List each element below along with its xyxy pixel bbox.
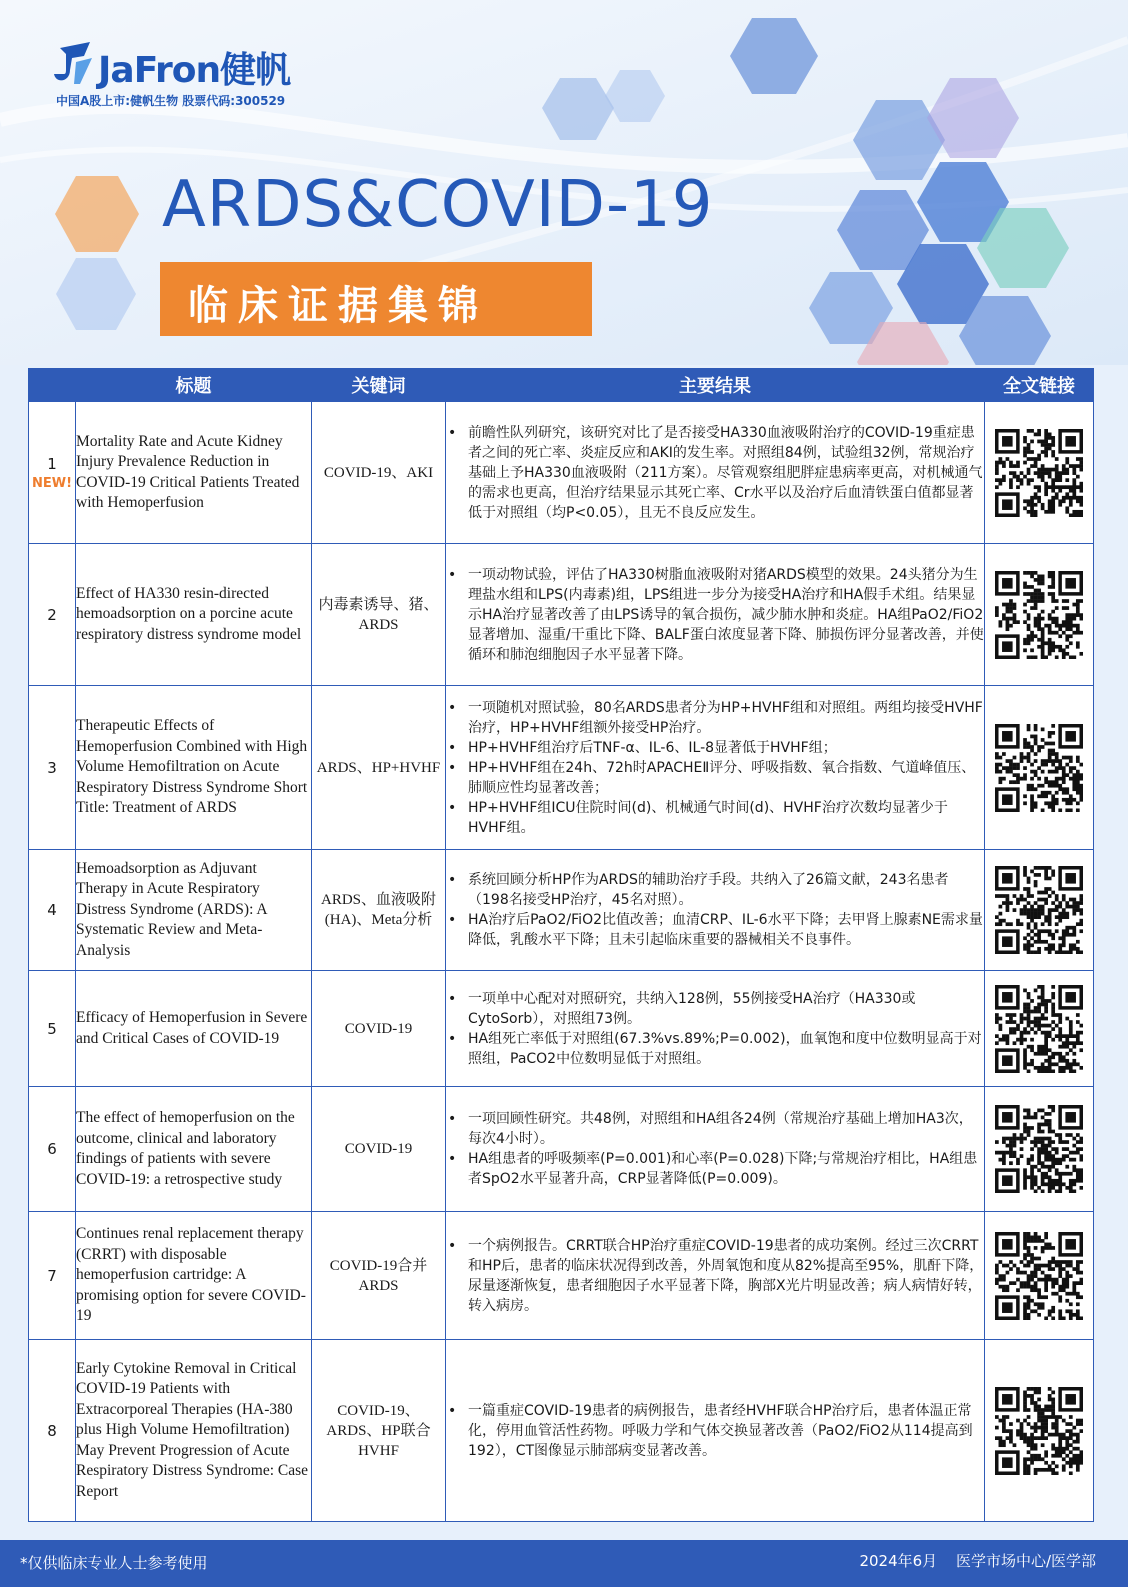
keywords: 内毒素诱导、猪、ARDS [312,544,446,686]
results [446,1212,985,1340]
table-row [29,850,1094,971]
paper-title: The effect of hemoperfusion on the outcome, clinical and laboratory findings of patients with severe COVID-19: a retrospective study [76,1087,312,1212]
qr-cell [985,971,1094,1087]
table-row [29,1212,1094,1340]
keywords: COVID-19合并ARDS [312,1212,446,1340]
row-number: 5 [29,971,76,1087]
row-number: 3 [29,686,76,850]
footer-info [845,1550,1096,1571]
paper-title: Therapeutic Effects of Hemoperfusion Combined with High Volume Hemofiltration on Acute Respiratory Distress Syndrome Short Title: Treatment of ARDS [76,686,312,850]
keywords: ARDS、血液吸附(HA)、Meta分析 [312,850,446,971]
evidence-table [28,368,1094,1522]
row-number: 4 [29,850,76,971]
result-item: • 一项单中心配对对照研究，共纳入128例，55例接受HA治疗（HA330或CytoSorb），对照组73例。 [446,989,984,1029]
table-row [29,971,1094,1087]
keywords: ARDS、HP+HVHF [312,686,446,850]
row-number-text: 1 [47,454,57,473]
logo-text: JaFron健帆 [98,50,291,91]
result-item: • 一项回顾性研究。共48例，对照组和HA组各24例（常规治疗基础上增加HA3次，每次4小时）。 [446,1109,984,1149]
results [446,402,985,544]
result-item: • 一项动物试验，评估了HA330树脂血液吸附对猪ARDS模型的效果。24头猪分为生理盐水组和LPS(内毒素)组，LPS组进一步分为接受HA治疗和HA假手术组。结果显示HA治疗显著改善了由LPS诱导的氧合损伤，减少肺水肿和炎症。HA组PaO2/FiO2显著增加、湿重/干重比下降、BALF蛋白浓度显著下降、肺损伤评分显著改善，并使循环和肺泡细胞因子水平显著下降。 [446,565,984,665]
row-number: 8 [29,1340,76,1522]
paper-title: Continues renal replacement therapy (CRRT) with disposable hemoperfusion cartridge: A promising option for severe COVID-19 [76,1212,312,1340]
table-row [29,1340,1094,1522]
row-number: 6 [29,1087,76,1212]
row-number [29,402,76,544]
header-title: 标题 [76,369,312,402]
qr-code-icon[interactable] [995,1232,1083,1320]
result-item: • 前瞻性队列研究，该研究对比了是否接受HA330血液吸附治疗的COVID-19重症患者之间的死亡率、炎症反应和AKI的发生率。对照组84例，试验组32例，常规治疗基础上予HA330血液吸附（211方案）。尽管观察组肥胖症患病率更高，对机械通气的需求也更高，但治疗结果显示其死亡率、Cr水平以及治疗后血清铁蛋白值都显著低于对照组（均P<0.05），且无不良反应发生。 [446,423,984,523]
row-number: 2 [29,544,76,686]
result-item: • HP+HVHF组ICU住院时间(d)、机械通气时间(d)、HVHF治疗次数均显著少于HVHF组。 [446,798,984,838]
paper-title: Early Cytokine Removal in Critical COVID-19 Patients with Extracorporeal Therapies (HA-380 plus High Volume Hemofiltration) May Prevent Progression of Acute Respiratory Distress Syndrome: Case Report [76,1340,312,1522]
keywords: COVID-19 [312,971,446,1087]
results [446,544,985,686]
jafron-logo-icon [50,40,100,90]
results [446,1087,985,1212]
results [446,686,985,850]
paper-title: Mortality Rate and Acute Kidney Injury Prevalence Reduction in COVID-19 Critical Patients Treated with Hemoperfusion [76,402,312,544]
paper-title: Effect of HA330 resin-directed hemoadsorption on a porcine acute respiratory distress syndrome model [76,544,312,686]
qr-cell [985,402,1094,544]
table-row [29,402,1094,544]
result-item: • 一项随机对照试验，80名ARDS患者分为HP+HVHF组和对照组。两组均接受HVHF治疗，HP+HVHF组额外接受HP治疗。 [446,698,984,738]
keywords: COVID-19 [312,1087,446,1212]
header-link: 全文链接 [985,369,1094,402]
banner-text: 临床证据集锦 [188,283,488,329]
result-item: • 系统回顾分析HP作为ARDS的辅助治疗手段。共纳入了26篇文献，243名患者（198名接受HP治疗，45名对照）。 [446,870,984,910]
qr-cell [985,1212,1094,1340]
qr-code-icon[interactable] [995,724,1083,812]
qr-code-icon[interactable] [995,1105,1083,1193]
stock-listing-text: 中国A股上市:健帆生物 股票代码:300529 [56,94,286,108]
qr-code-icon[interactable] [995,429,1083,517]
qr-cell [985,1087,1094,1212]
qr-cell [985,544,1094,686]
publish-date: 2024年6月 [859,1552,938,1570]
footer [0,1540,1128,1587]
qr-cell [985,850,1094,971]
disclaimer: *仅供临床专业人士参考使用 [20,1554,208,1572]
paper-title: Efficacy of Hemoperfusion in Severe and Critical Cases of COVID-19 [76,971,312,1087]
qr-code-icon[interactable] [995,1387,1083,1475]
title-banner [160,262,592,336]
qr-code-icon[interactable] [995,571,1083,659]
qr-cell [985,1340,1094,1522]
table-row [29,686,1094,850]
result-item: • HA组死亡率低于对照组(67.3%vs.89%;P=0.002)，血氧饱和度中位数明显高于对照组，PaCO2中位数明显低于对照组。 [446,1029,984,1069]
keywords: COVID-19、ARDS、HP联合HVHF [312,1340,446,1522]
keywords: COVID-19、AKI [312,402,446,544]
results [446,971,985,1087]
qr-code-icon[interactable] [995,985,1083,1073]
result-item: • 一篇重症COVID-19患者的病例报告，患者经HVHF联合HP治疗后，患者体温正常化，停用血管活性药物。呼吸力学和气体交换显著改善（PaO2/FiO2从114提高到192），CT图像显示肺部病变显著改善。 [446,1401,984,1461]
result-item: • HA治疗后PaO2/FiO2比值改善；血清CRP、IL-6水平下降；去甲肾上腺素NE需求量降低，乳酸水平下降；且未引起临床重要的器械相关不良事件。 [446,910,984,950]
new-badge: NEW! [31,475,73,491]
header-keywords: 关键词 [312,369,446,402]
results [446,1340,985,1522]
page-title: ARDS&COVID-19 [162,168,714,242]
department: 医学市场中心/医学部 [955,1552,1096,1570]
qr-code-icon[interactable] [995,866,1083,954]
row-number: 7 [29,1212,76,1340]
table-row [29,544,1094,686]
table-header-row [29,369,1094,402]
header-number [29,369,76,402]
result-item: • HP+HVHF组治疗后TNF-α、IL-6、IL-8显著低于HVHF组； [446,738,984,758]
header-results: 主要结果 [446,369,985,402]
company-logo [50,40,320,110]
result-item: • 一个病例报告。CRRT联合HP治疗重症COVID-19患者的成功案例。经过三次CRRT和HP后，患者的临床状况得到改善，外周氧饱和度从82%提高至95%，肌酐下降，尿量逐渐恢复，患者细胞因子水平显著下降，胸部X光片明显改善；病人病情好转，转入病房。 [446,1236,984,1316]
paper-title: Hemoadsorption as Adjuvant Therapy in Acute Respiratory Distress Syndrome (ARDS): A Systematic Review and Meta-Analysis [76,850,312,971]
table-row [29,1087,1094,1212]
result-item: • HA组患者的呼吸频率(P=0.001)和心率(P=0.028)下降;与常规治疗相比，HA组患者SpO2水平显著升高，CRP显著降低(P=0.009)。 [446,1149,984,1189]
header [0,0,1128,365]
results [446,850,985,971]
result-item: • HP+HVHF组在24h、72h时APACHEⅡ评分、呼吸指数、氧合指数、气道峰值压、肺顺应性均显著改善； [446,758,984,798]
qr-cell [985,686,1094,850]
